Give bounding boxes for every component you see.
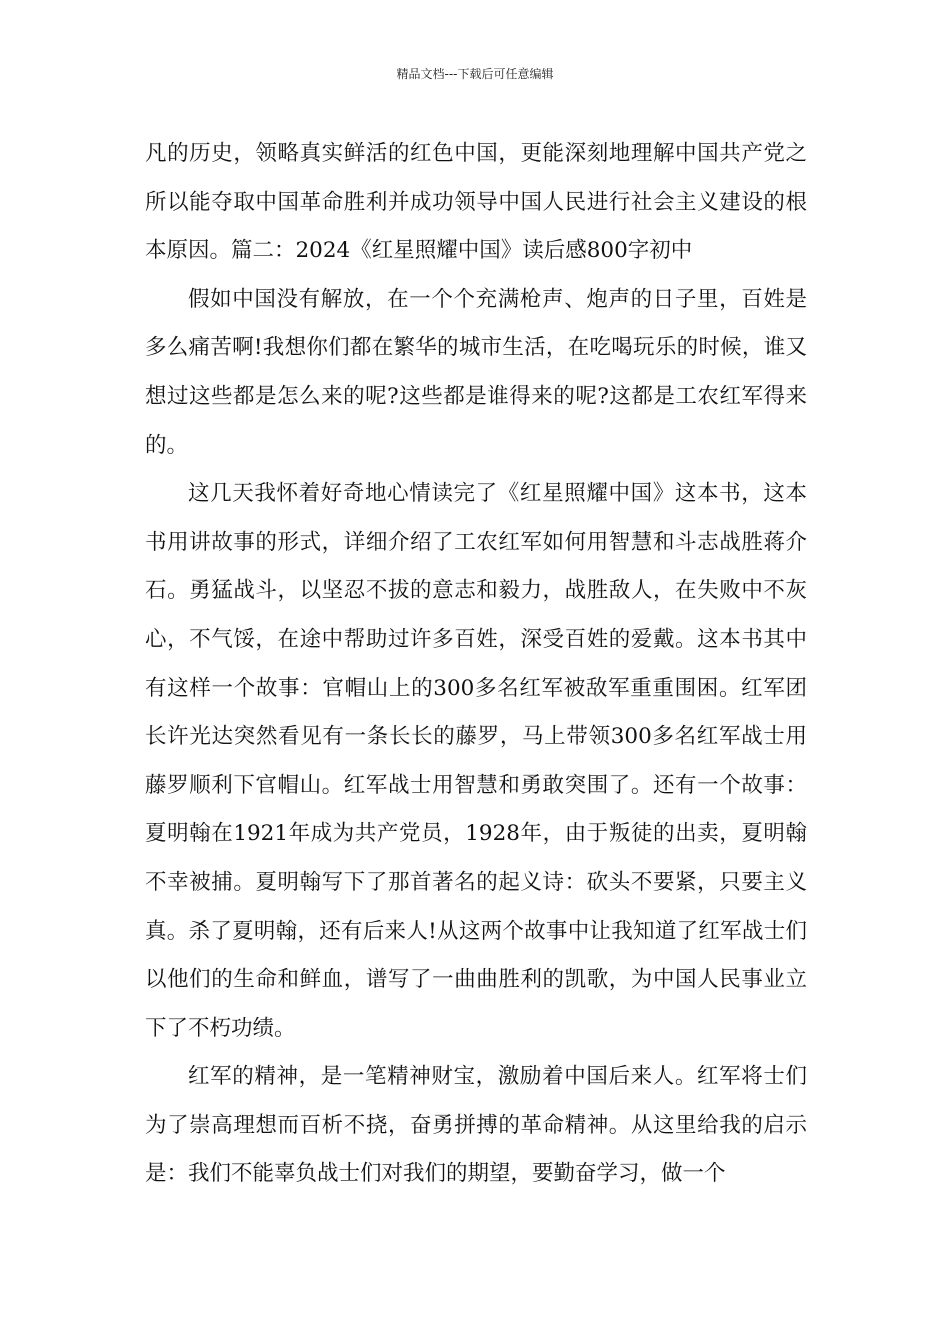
paragraph-4: 红军的精神，是一笔精神财宝，激励着中国后来人。红军将士们为了崇高理想而百析不挠，奋勇拼搏的革命精神。从这里给我的启示是：我们不能辜负战士们对我们的期望，要勤奋学习，做一个 bbox=[145, 1064, 807, 1187]
page-header: 精品文档---下载后可任意编辑 bbox=[396, 67, 554, 81]
paragraph-3: 这几天我怀着好奇地心情读完了《红星照耀中国》这本书，这本书用讲故事的形式，详细介绍了工农红军如何用智慧和斗志战胜蒋介石。勇猛战斗，以坚忍不拔的意志和毅力，战胜敌人，在失败中不灰心，不气馁，在途中帮助过许多百姓，深受百姓的爱戴。这本书其中有这样一个故事：官帽山上的300多名红军被敌军重重围困。红军团长许光达突然看见有一条长长的藤罗，马上带领300多名红军战士用藤罗顺利下官帽山。红军战士用智慧和勇敢突围了。还有一个故事：夏明翰在1921年成为共产党员，1928年，由于叛徒的出卖，夏明翰不幸被捕。夏明翰写下了那首著名的起义诗：砍头不要紧，只要主义真。杀了夏明翰，还有后来人!从这两个故事中让我知道了红军战士们以他们的生命和鲜血，谱写了一曲曲胜利的凯歌，为中国人民事业立下了不朽功绩。 bbox=[145, 481, 807, 1041]
document-body bbox=[145, 130, 807, 1199]
paragraph-2: 假如中国没有解放，在一个个充满枪声、炮声的日子里，百姓是多么痛苦啊!我想你们都在繁华的城市生活，在吃喝玩乐的时候，谁又想过这些都是怎么来的呢?这些都是谁得来的呢?这都是工农红军得来的。 bbox=[145, 286, 807, 458]
paragraph-1: 凡的历史，领略真实鲜活的红色中国，更能深刻地理解中国共产党之所以能夺取中国革命胜利并成功领导中国人民进行社会主义建设的根本原因。篇二：2024《红星照耀中国》读后感800字初中 bbox=[145, 141, 807, 264]
